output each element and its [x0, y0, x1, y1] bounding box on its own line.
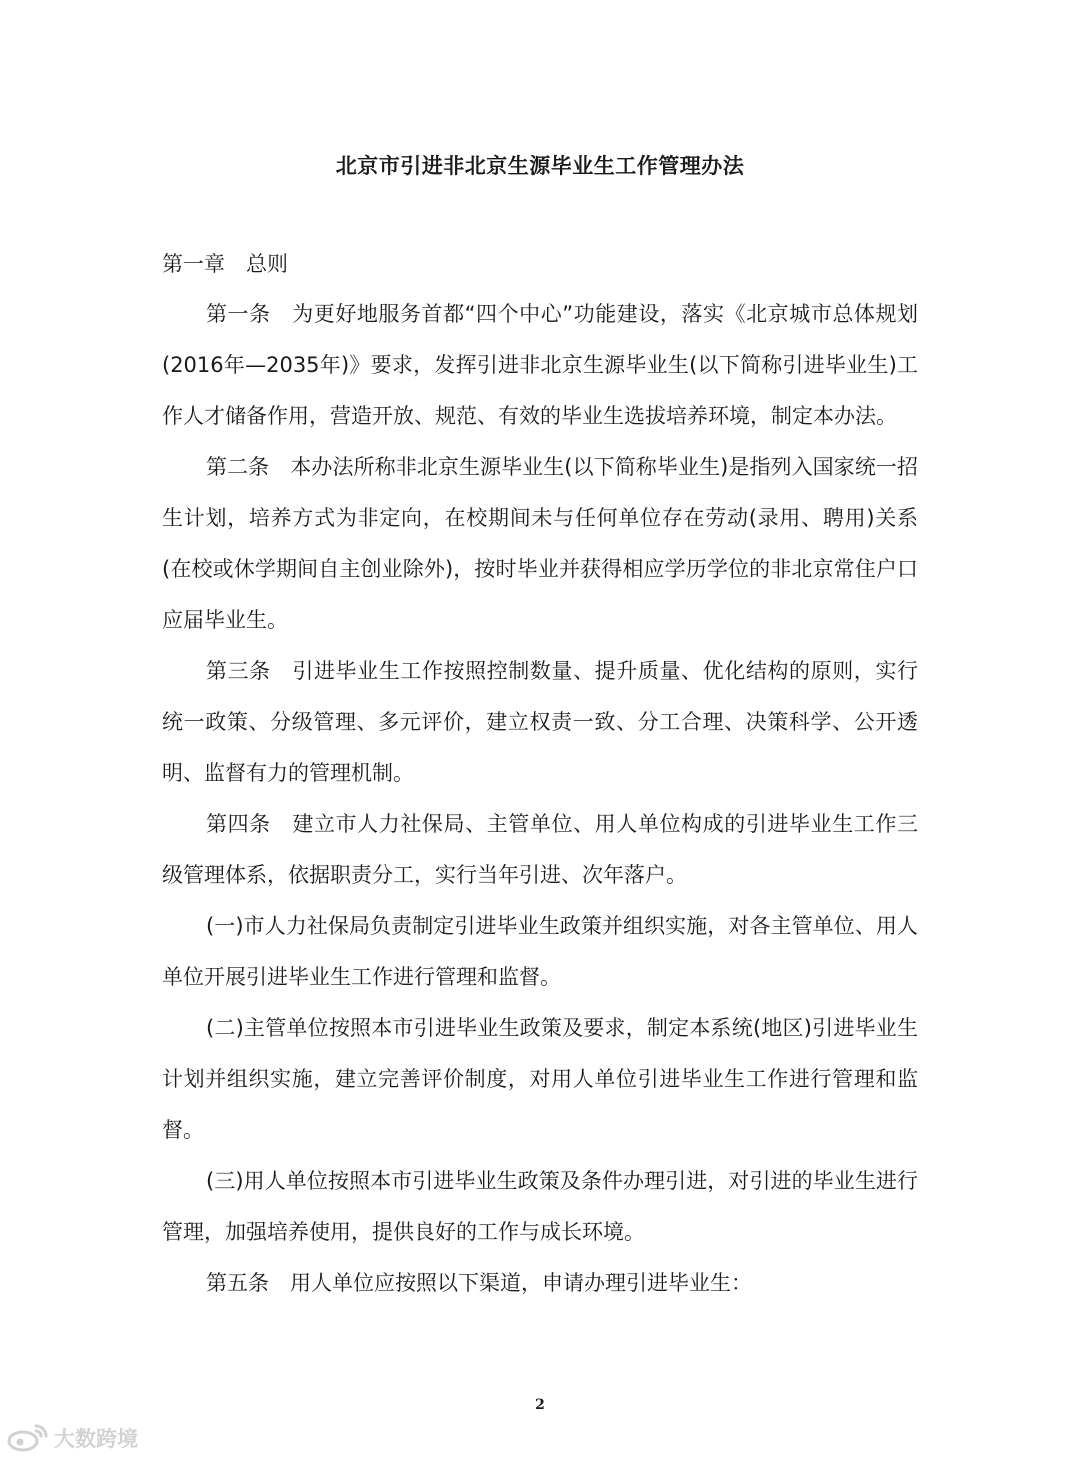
page-number: 2	[535, 1397, 545, 1413]
article-4-paragraph: 第四条 建立市人力社保局、主管单位、用人单位构成的引进毕业生工作三级管理体系，依据职责分工，实行当年引进、次年落户。	[162, 812, 918, 887]
watermark	[6, 1423, 138, 1453]
article-3-paragraph: 第三条 引进毕业生工作按照控制数量、提升质量、优化结构的原则，实行统一政策、分级管理、多元评价，建立权责一致、分工合理、决策科学、公开透明、监督有力的管理机制。	[162, 659, 918, 785]
article-1-paragraph: 第一条 为更好地服务首都“四个中心”功能建设，落实《北京城市总体规划(2016年—2035年)》要求，发挥引进非北京生源毕业生(以下简称引进毕业生)工作人才储备作用，营造开放、规范、有效的毕业生选拔培养环境，制定本办法。	[162, 302, 918, 428]
document-body	[162, 289, 918, 1309]
article-2-paragraph: 第二条 本办法所称非北京生源毕业生(以下简称毕业生)是指列入国家统一招生计划，培养方式为非定向，在校期间未与任何单位存在劳动(录用、聘用)关系(在校或休学期间自主创业除外)，按时毕业并获得相应学历学位的非北京常住户口应届毕业生。	[162, 455, 918, 632]
article-4-item-2: (二)主管单位按照本市引进毕业生政策及要求，制定本系统(地区)引进毕业生计划并组织实施，建立完善评价制度，对用人单位引进毕业生工作进行管理和监督。	[162, 1016, 918, 1142]
chapter-heading: 第一章 总则	[162, 252, 288, 276]
article-4-item-3: (三)用人单位按照本市引进毕业生政策及条件办理引进，对引进的毕业生进行管理，加强培养使用，提供良好的工作与成长环境。	[162, 1169, 918, 1244]
article-4-item-1: (一)市人力社保局负责制定引进毕业生政策并组织实施，对各主管单位、用人单位开展引进毕业生工作进行管理和监督。	[162, 914, 918, 989]
document-title: 北京市引进非北京生源毕业生工作管理办法	[335, 154, 745, 178]
weibo-logo-icon	[6, 1423, 50, 1453]
watermark-text: 大数跨境	[54, 1427, 138, 1451]
article-5-paragraph: 第五条 用人单位应按照以下渠道，申请办理引进毕业生：	[206, 1271, 752, 1295]
